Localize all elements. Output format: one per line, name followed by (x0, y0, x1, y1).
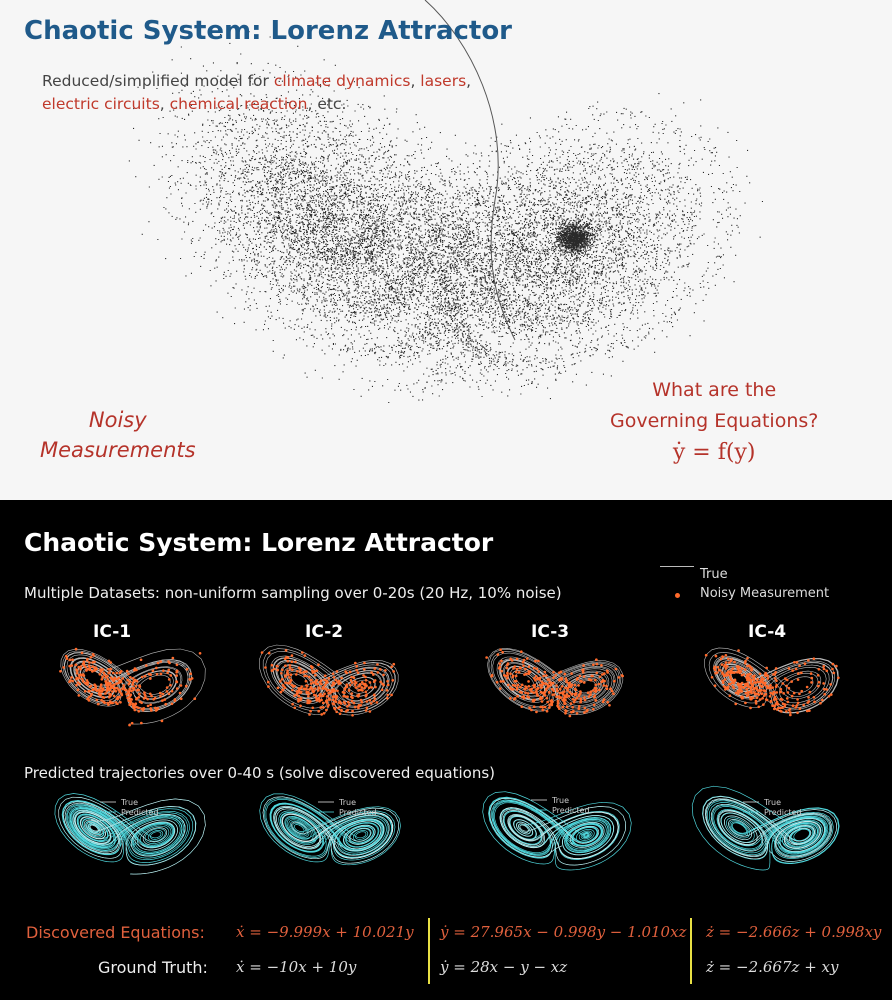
ic-4-label: IC-4 (748, 622, 787, 642)
noisy-line1: Noisy (88, 408, 147, 432)
pred3-legend-pred: Predicted (552, 806, 590, 815)
subtitle-lasers: lasers (420, 72, 467, 90)
subtitle-prefix: Reduced/simplified model for (42, 72, 274, 90)
bottom-title: Chaotic System: Lorenz Attractor (24, 528, 494, 557)
divider-line-1 (428, 918, 430, 984)
ic-2-label: IC-2 (305, 622, 344, 642)
governing-question (610, 375, 818, 468)
question-line2: Governing Equations? (610, 410, 819, 432)
subtitle-circuits: electric circuits (42, 95, 160, 113)
gt-eq-y: ẏ = 28x − y − xz (440, 958, 568, 976)
pred1-legend-true: True (121, 798, 138, 807)
disc-eq-y: ẏ = 27.965x − 0.998y − 1.010xz (440, 923, 687, 941)
pred2-legend-pred: Predicted (339, 808, 377, 817)
pred4-legend-pred: Predicted (764, 808, 802, 817)
disc-eq-z: ż = −2.666z + 0.998xy (706, 923, 882, 941)
legend-noisy-dot (675, 593, 680, 598)
subtitle-sep2: , (466, 72, 472, 90)
ground-truth-label: Ground Truth: (98, 958, 208, 977)
ic-1-label: IC-1 (93, 622, 132, 642)
question-line1: What are the (652, 379, 777, 401)
top-subtitle (42, 70, 471, 116)
discovered-equations-label: Discovered Equations: (26, 923, 205, 942)
disc-eq-x: ẋ = −9.999x + 10.021y (236, 923, 414, 941)
legend-true-label: True (700, 567, 728, 582)
divider-line-2 (690, 918, 692, 984)
ic-3-label: IC-3 (531, 622, 570, 642)
pred1-legend-pred: Predicted (121, 808, 159, 817)
subtitle-climate: climate dynamics (273, 72, 411, 90)
ic-1-true-trajectory (61, 649, 206, 724)
subtitle-etc: , etc. (307, 95, 347, 113)
gt-eq-z: ż = −2.667z + xy (706, 958, 839, 976)
subtitle-sep3: , (159, 95, 170, 113)
pred4-legend-true: True (764, 798, 781, 807)
pred2-legend-true: True (339, 798, 356, 807)
noisy-line2: Measurements (40, 438, 196, 462)
legend-noisy-label: Noisy Measurement (700, 586, 830, 601)
predicted-description: Predicted trajectories over 0-40 s (solve discovered equations) (24, 764, 496, 782)
subtitle-chem: chemical reaction (169, 95, 308, 113)
subtitle-sep1: , (410, 72, 421, 90)
legend-true-line (660, 566, 694, 567)
noisy-measurements-label (40, 405, 196, 465)
governing-equation: ẏ = f(y) (672, 440, 756, 465)
top-title: Chaotic System: Lorenz Attractor (24, 16, 513, 46)
datasets-description: Multiple Datasets: non-uniform sampling over 0-20s (20 Hz, 10% noise) (24, 584, 562, 602)
pred3-legend-true: True (552, 796, 569, 805)
gt-eq-x: ẋ = −10x + 10y (236, 958, 357, 976)
